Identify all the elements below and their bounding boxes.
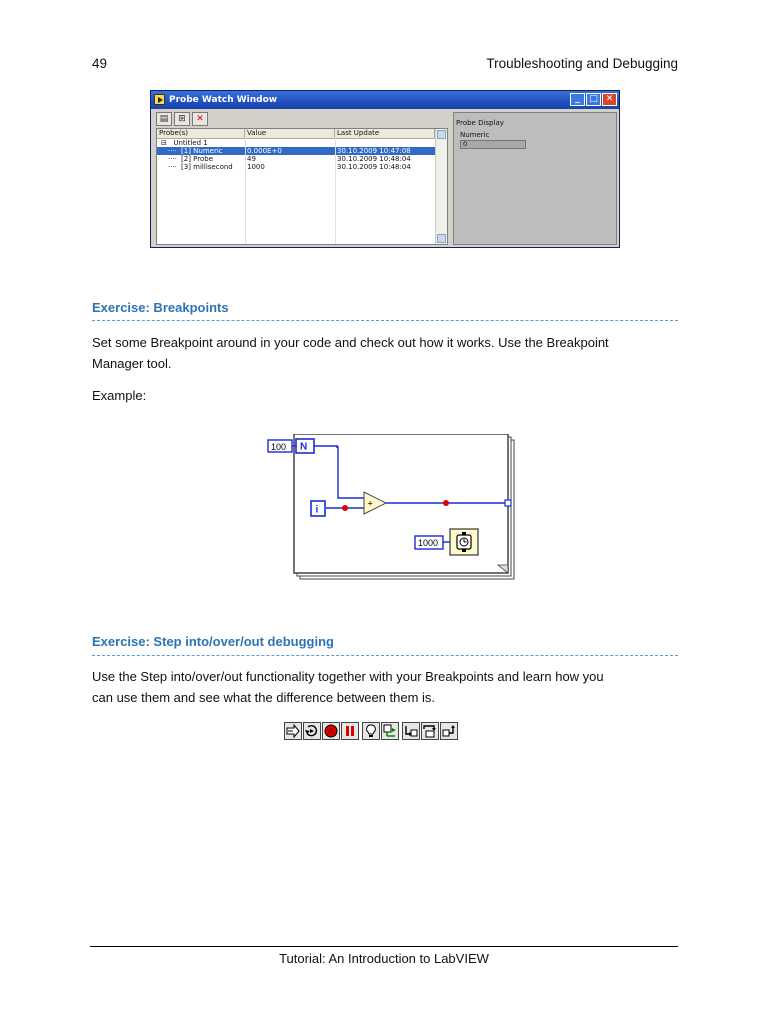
probe-name: [2] Probe — [181, 155, 214, 163]
example-label: Example: — [92, 388, 147, 403]
probe-value: 1000 — [247, 163, 265, 171]
heading-rule — [92, 320, 678, 321]
pause-icon[interactable] — [341, 722, 359, 740]
chapter-title: Troubleshooting and Debugging — [486, 56, 678, 71]
probe-name: [3] millisecond — [181, 163, 233, 171]
run-arrow-icon[interactable] — [284, 722, 302, 740]
table-row[interactable]: ···· [3] millisecond 1000 30.10.2009 10:48:04 — [157, 163, 447, 171]
breakpoint-dot[interactable] — [443, 500, 449, 506]
count-constant-text: 100 — [271, 442, 287, 452]
vertical-scrollbar[interactable] — [435, 129, 447, 244]
probe-watch-window — [150, 90, 620, 248]
breakpoint-dot[interactable] — [342, 505, 348, 511]
breakpoints-paragraph — [92, 332, 682, 374]
tree-expand-icon[interactable]: ⊟ — [161, 139, 167, 147]
column-header-value[interactable]: Value — [245, 129, 335, 138]
scroll-up-icon[interactable] — [437, 130, 446, 139]
numeric-indicator: 0 — [460, 140, 526, 149]
paragraph-line: Manager tool. — [92, 356, 172, 371]
tree-root[interactable] — [157, 139, 447, 147]
delete-probe-icon[interactable]: ✕ — [192, 112, 208, 126]
step-into-icon[interactable] — [402, 722, 420, 740]
window-titlebar[interactable] — [151, 91, 619, 109]
probe-list[interactable] — [156, 128, 448, 245]
window-title: Probe Watch Window — [169, 95, 278, 105]
retain-wire-values-icon[interactable] — [381, 722, 399, 740]
output-tunnel[interactable] — [505, 500, 511, 506]
step-over-icon[interactable] — [421, 722, 439, 740]
column-header-last-update[interactable]: Last Update — [335, 129, 435, 138]
table-row[interactable]: ···· [1] Numeric 0.000E+0 30.10.2009 10:47:08 — [157, 147, 447, 155]
footer-rule — [90, 946, 678, 947]
probe-last-update: 30.10.2009 10:48:04 — [337, 155, 411, 163]
paragraph-line: Set some Breakpoint around in your code and check out how it works. Use the Breakpoint — [92, 335, 609, 350]
labview-app-icon — [154, 94, 165, 105]
debug-toolbar — [284, 722, 458, 740]
iteration-terminal-text: i — [315, 504, 319, 516]
run-continuously-icon[interactable] — [303, 722, 321, 740]
step-debugging-paragraph — [92, 666, 682, 708]
count-terminal-text: N — [300, 441, 308, 453]
step-out-icon[interactable] — [440, 722, 458, 740]
tree-root-label: Untitled 1 — [173, 139, 208, 147]
numeric-label: Numeric — [460, 131, 490, 139]
paragraph-line: Use the Step into/over/out functionality together with your Breakpoints and learn how you — [92, 669, 604, 684]
section-heading-breakpoints: Exercise: Breakpoints — [92, 300, 229, 315]
page-number: 49 — [92, 56, 108, 71]
heading-rule — [92, 655, 678, 656]
highlight-execution-icon[interactable] — [362, 722, 380, 740]
probe-last-update: 30.10.2009 10:48:04 — [337, 163, 411, 171]
probe-display-title: Probe Display — [456, 119, 504, 127]
footer-text: Tutorial: An Introduction to LabVIEW — [279, 951, 489, 966]
probe-value: 0.000E+0 — [247, 147, 282, 155]
column-divider — [245, 138, 246, 244]
scroll-down-icon[interactable] — [437, 234, 446, 243]
probe-name: [1] Numeric — [181, 147, 223, 155]
table-row[interactable]: ···· [2] Probe 49 30.10.2009 10:48:04 — [157, 155, 447, 163]
close-icon[interactable]: ✕ — [602, 93, 617, 106]
stopwatch-icon — [457, 532, 471, 552]
paragraph-line: can use them and see what the difference between them is. — [92, 690, 436, 705]
column-divider — [335, 138, 336, 244]
section-heading-step-debugging: Exercise: Step into/over/out debugging — [92, 634, 334, 649]
show-probe-icon[interactable]: ▤ — [156, 112, 172, 126]
column-header-probes[interactable]: Probe(s) — [157, 129, 245, 138]
add-probe-icon[interactable]: ⊞ — [174, 112, 190, 126]
probe-display-panel — [453, 112, 617, 245]
maximize-icon[interactable]: □ — [586, 93, 601, 106]
minimize-icon[interactable]: _ — [570, 93, 585, 106]
probe-value: 49 — [247, 155, 256, 163]
wait-constant-text: 1000 — [418, 538, 439, 548]
probe-last-update: 30.10.2009 10:47:08 — [337, 147, 411, 155]
add-symbol: + — [367, 498, 373, 509]
for-loop-diagram — [264, 434, 520, 584]
abort-icon[interactable] — [322, 722, 340, 740]
